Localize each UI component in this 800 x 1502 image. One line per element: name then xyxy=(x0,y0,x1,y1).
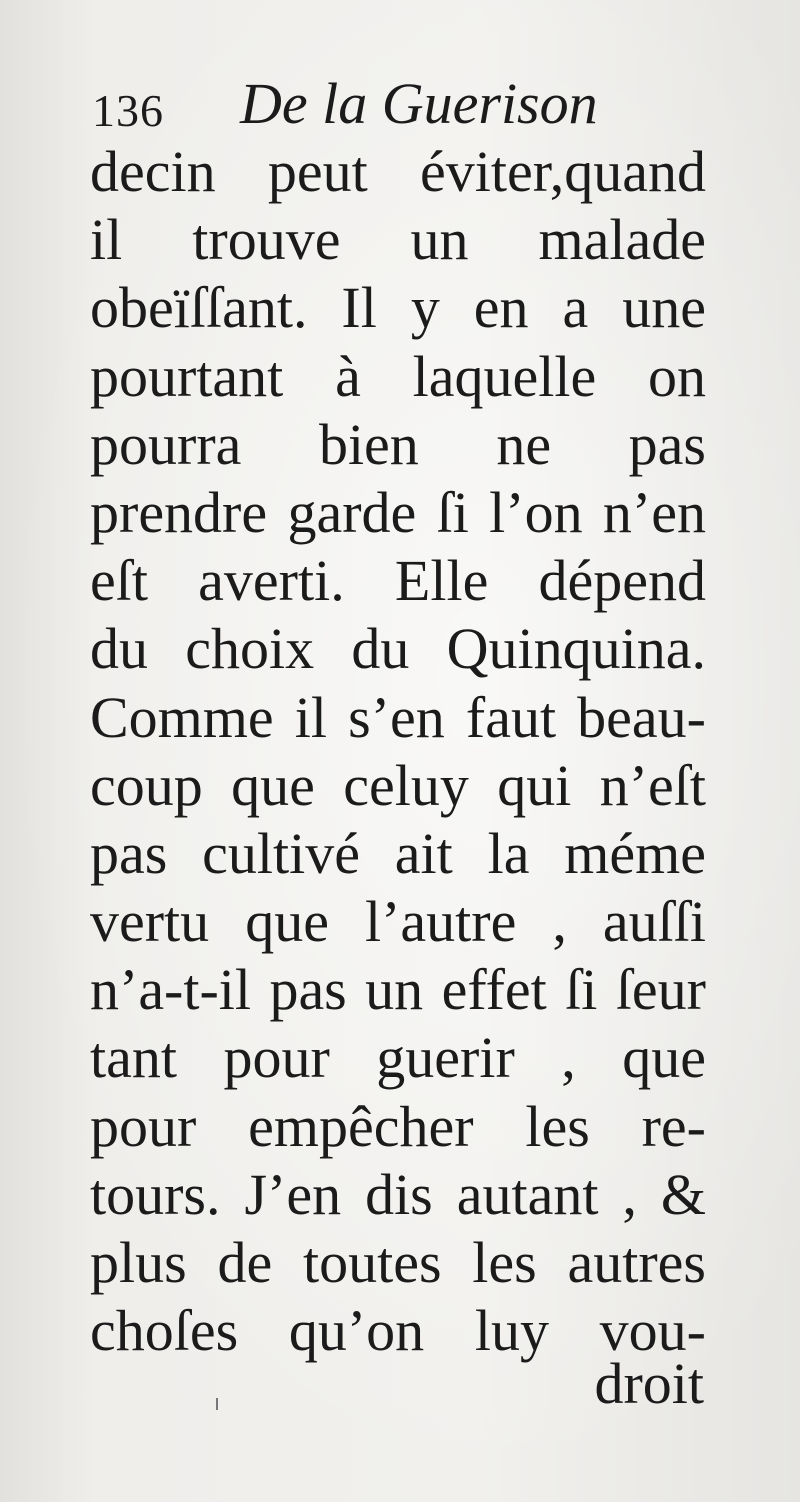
text-line: obeïſſant. Il y en a une xyxy=(90,275,706,341)
text-line: tant pour guerir , que xyxy=(90,1025,706,1091)
text-line: eſt averti. Elle dépend xyxy=(90,548,706,614)
page-header xyxy=(92,70,712,140)
text-line: n’a-t-il pas un effet ſi ſeur xyxy=(90,957,706,1023)
text-line: pour empêcher les re- xyxy=(90,1093,706,1159)
text-line: pas cultivé ait la méme xyxy=(90,820,706,886)
text-line: decin peut éviter,quand xyxy=(90,139,706,204)
text-line: il trouve un malade xyxy=(90,207,706,273)
page-number: 136 xyxy=(92,85,164,136)
text-line: choſes qu’on luy vou- xyxy=(90,1298,706,1364)
text-line: coup que celuy qui n’eſt xyxy=(90,752,706,818)
print-mark xyxy=(216,1398,218,1410)
text-line: prendre garde ſi l’on n’en xyxy=(90,479,706,545)
body-text xyxy=(90,138,706,1365)
text-line: pourra bien ne pas xyxy=(90,411,706,477)
text-line: plus de toutes les autres xyxy=(90,1230,706,1295)
text-line: du choix du Quinquina. xyxy=(90,616,706,682)
running-head: De la Guerison xyxy=(240,71,598,136)
catchword: droit xyxy=(594,1351,704,1416)
text-line: Comme il s’en faut beau- xyxy=(90,684,706,750)
text-line: vertu que l’autre , auſſi xyxy=(90,889,706,955)
text-line: tours. J’en dis autant , & xyxy=(90,1161,706,1227)
text-line: pourtant à laquelle on xyxy=(90,343,706,409)
